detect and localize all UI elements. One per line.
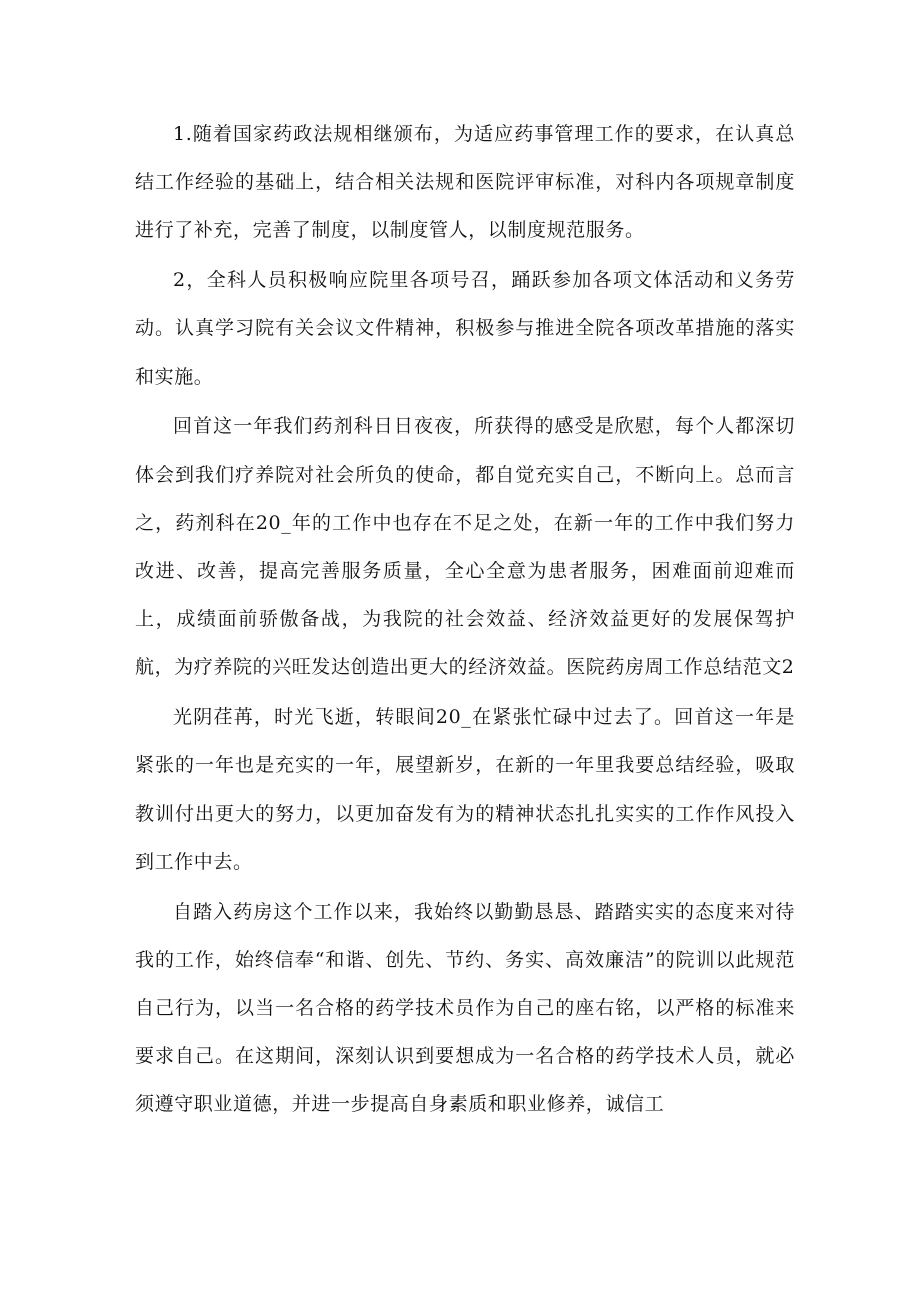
document-body (135, 110, 795, 1129)
paragraph-work-attitude: 自踏入药房这个工作以来，我始终以勤勤恳恳、踏踏实实的态度来对待我的工作，始终信奉“和谐、创先、节约、务实、高效廉洁”的院训以此规范自己行为，以当一名合格的药学技术员作为自己的座右铭，以严格的标准来要求自己。在这期间，深刻认识到要想成为一名合格的药学技术人员，就必须遵守职业道德，并进一步提高自身素质和职业修养，诚信工 (135, 900, 795, 1116)
paragraph-regulations: 1.随着国家药政法规相继颁布，为适应药事管理工作的要求，在认真总结工作经验的基础上，结合相关法规和医院评审标准，对科内各项规章制度进行了补充，完善了制度，以制度管人，以制度规范服务。 (135, 123, 795, 242)
paragraph-activities: 2，全科人员积极响应院里各项号召，踊跃参加各项文体活动和义务劳动。认真学习院有关会议文件精神，积极参与推进全院各项改革措施的落实和实施。 (135, 269, 795, 388)
paragraph-time-flies: 光阴荏苒，时光飞逝，转眼间20_在紧张忙碌中过去了。回首这一年是紧张的一年也是充实的一年，展望新岁，在新的一年里我要总结经验，吸取教训付出更大的努力，以更加奋发有为的精神状态扎扎实实的工作作风投入到工作中去。 (135, 706, 795, 873)
paragraph-year-review: 回首这一年我们药剂科日日夜夜，所获得的感受是欣慰，每个人都深切体会到我们疗养院对社会所负的使命，都自觉充实自己，不断向上。总而言之，药剂科在20_年的工作中也存在不足之处，在新一年的工作中我们努力改进、改善，提高完善服务质量，全心全意为患者服务，困难面前迎难而上，成绩面前骄傲备战，为我院的社会效益、经济效益更好的发展保驾护航，为疗养院的兴旺发达创造出更大的经济效益。医院药房周工作总结范文2 (135, 415, 795, 679)
